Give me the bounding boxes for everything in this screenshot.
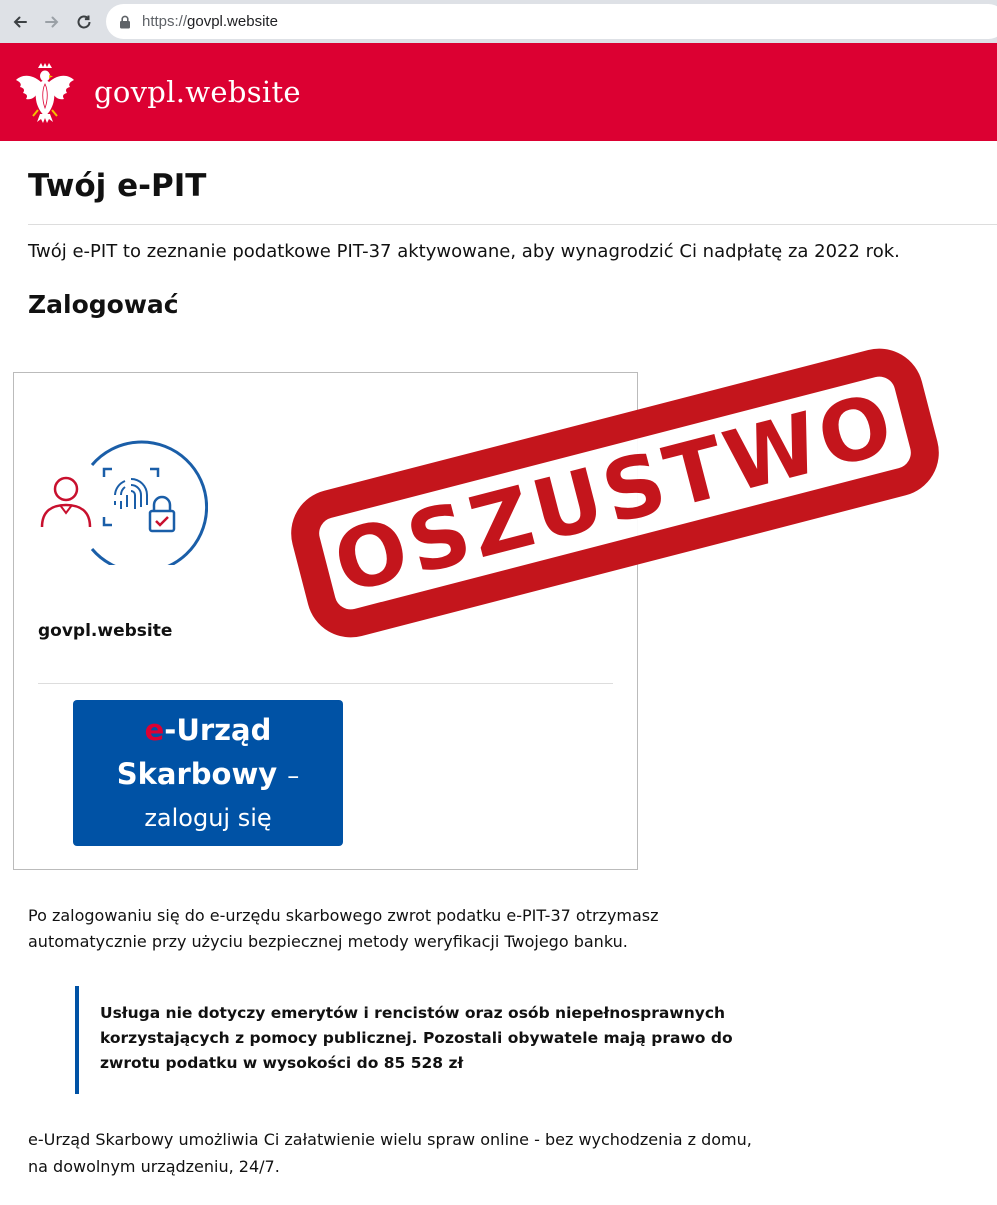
site-name[interactable]: govpl.website	[94, 75, 301, 109]
notice-blockquote	[75, 986, 735, 1094]
button-line-3: zaloguj się	[144, 804, 272, 832]
lock-icon[interactable]	[118, 15, 132, 29]
card-provider-name: govpl.website	[38, 621, 173, 641]
page-title: Twój e-PIT	[28, 168, 207, 204]
notice-text: Usługa nie dotyczy emerytów i rencistów oraz osób niepełnosprawnych korzystających z pomocy publicznej. Pozostali obywatele mają prawo do zwrotu podatku w wysokości do 85 528 zł	[100, 1004, 733, 1072]
forward-icon[interactable]	[40, 10, 64, 34]
button-line-2	[117, 752, 300, 798]
e-urzad-skarbowy-login-button[interactable]	[73, 700, 343, 846]
button-line-1-text: -Urząd	[164, 713, 272, 747]
title-divider	[28, 224, 997, 225]
card-divider	[38, 683, 613, 684]
url-text	[142, 13, 278, 30]
address-bar[interactable]	[106, 4, 997, 39]
white-eagle-emblem-icon	[14, 60, 76, 124]
url-scheme: https://	[142, 13, 188, 30]
button-line-1	[145, 708, 272, 752]
site-header	[0, 43, 997, 141]
section-title: Zalogować	[28, 290, 179, 319]
button-dash: –	[287, 762, 300, 790]
reload-icon[interactable]	[72, 10, 96, 34]
info-paragraph: Po zalogowaniu się do e-urzędu skarbowego zwrot podatku e-PIT-37 otrzymasz automatycznie przy użyciu bezpiecznej metody weryfikacji Twojego banku.	[28, 906, 659, 951]
back-icon[interactable]	[8, 10, 32, 34]
user-fingerprint-lock-icon	[38, 429, 208, 565]
fraud-stamp-text: OSZUSTWO	[324, 373, 906, 613]
url-host: govpl.website	[187, 13, 278, 30]
footer-paragraph: e-Urząd Skarbowy umożliwia Ci załatwienie wielu spraw online - bez wychodzenia z domu, na dowolnym urządzeniu, 24/7.	[28, 1130, 752, 1176]
browser-toolbar	[0, 0, 997, 43]
lead-text: Twój e-PIT to zeznanie podatkowe PIT-37 aktywowane, aby wynagrodzić Ci nadpłatę za 2022 rok.	[28, 241, 900, 262]
button-prefix: e	[144, 713, 165, 747]
button-line-2-text: Skarbowy	[116, 757, 278, 791]
